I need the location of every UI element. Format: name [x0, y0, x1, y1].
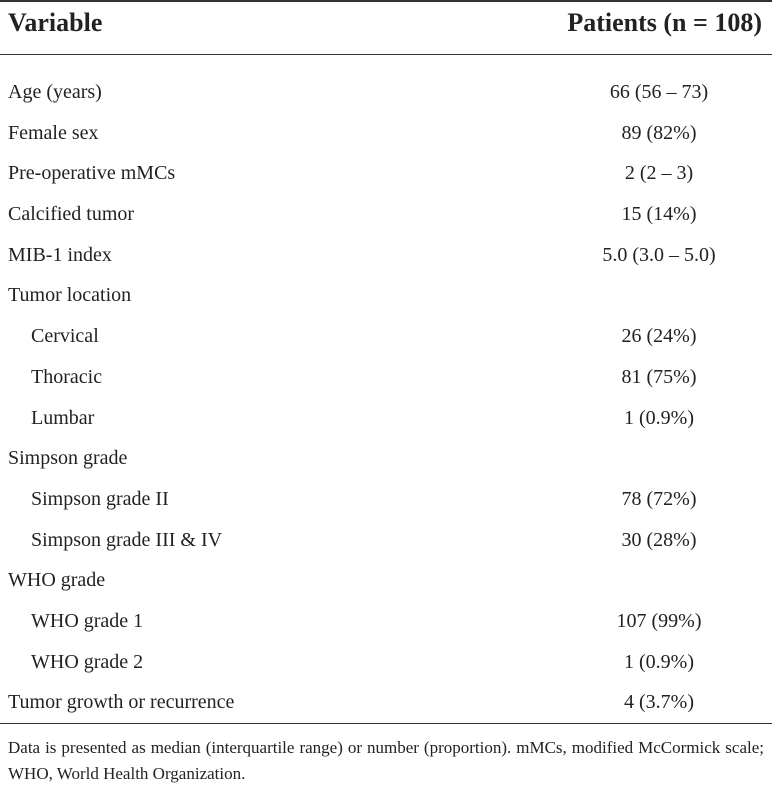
row-label: Cervical	[31, 325, 99, 348]
row-label: Simpson grade III & IV	[31, 528, 223, 551]
row-value: 107 (99%)	[616, 609, 702, 632]
row-value: 5.0 (3.0 – 5.0)	[602, 243, 716, 266]
table-row	[0, 72, 772, 113]
row-label: Pre-operative mMCs	[8, 162, 176, 185]
row-label: Tumor location	[8, 284, 132, 307]
row-label: WHO grade 2	[31, 650, 144, 673]
row-value: 78 (72%)	[621, 487, 697, 510]
row-label: Simpson grade II	[31, 487, 169, 510]
row-label: Simpson grade	[8, 447, 128, 470]
top-rule	[0, 0, 772, 2]
row-label: Female sex	[8, 121, 99, 144]
row-value: 89 (82%)	[621, 121, 697, 144]
table-row	[0, 560, 772, 601]
table-row	[0, 235, 772, 276]
row-label: MIB-1 index	[8, 243, 112, 266]
row-label: Calcified tumor	[8, 203, 135, 226]
table-row	[0, 682, 772, 723]
row-value: 30 (28%)	[621, 528, 697, 551]
row-value: 2 (2 – 3)	[624, 162, 694, 185]
table-row	[0, 194, 772, 235]
row-value: 1 (0.9%)	[624, 406, 694, 429]
table-row	[0, 316, 772, 357]
table-row	[0, 642, 772, 683]
row-label: WHO grade	[8, 569, 106, 592]
table-row	[0, 601, 772, 642]
table-row	[0, 153, 772, 194]
row-value: 26 (24%)	[621, 325, 697, 348]
row-value: 4 (3.7%)	[624, 691, 694, 714]
row-value: 15 (14%)	[621, 203, 697, 226]
table-body	[0, 72, 772, 723]
row-value: 66 (56 – 73)	[609, 81, 709, 103]
table-row	[0, 398, 772, 439]
table-footnote: Data is presented as median (interquartile range) or number (proportion). mMCs, modified McCormick scale; WHO, World Health Organization.	[8, 738, 764, 783]
row-value: 1 (0.9%)	[624, 650, 694, 673]
row-label: Thoracic	[31, 365, 103, 388]
table-row	[0, 275, 772, 316]
row-label: Lumbar	[31, 406, 95, 429]
header-rule	[0, 54, 772, 55]
row-label: Age (years)	[8, 81, 102, 103]
table-header	[0, 4, 772, 46]
table-row	[0, 520, 772, 561]
table-row	[0, 113, 772, 154]
bottom-rule	[0, 723, 772, 724]
table-row	[0, 438, 772, 479]
row-label: Tumor growth or recurrence	[8, 691, 235, 714]
row-label: WHO grade 1	[31, 609, 144, 632]
header-variable: Variable	[8, 8, 103, 37]
table-row	[0, 479, 772, 520]
row-value: 81 (75%)	[621, 365, 697, 388]
table-row	[0, 357, 772, 398]
header-patients: Patients (n = 108)	[567, 8, 762, 37]
